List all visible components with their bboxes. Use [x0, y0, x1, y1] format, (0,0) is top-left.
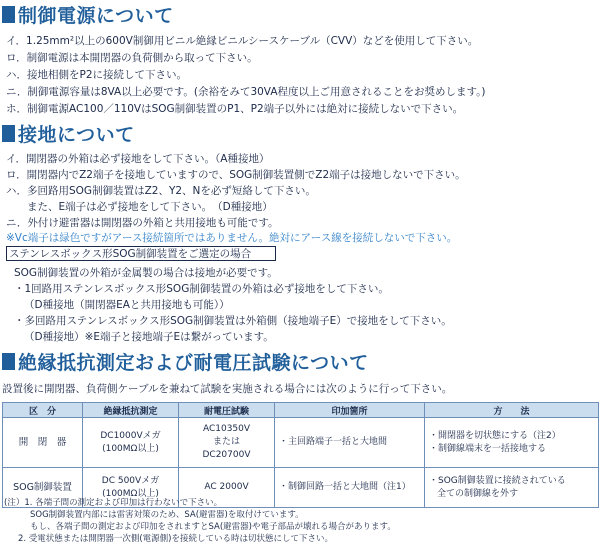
- list-item: ホ．制御電源AC100／110VはSOG制御装置のP1、P2端子以外には絶対に接続しないで下さい。: [6, 103, 464, 115]
- section-heading-control-power: [2, 1, 174, 27]
- column-header: 印加箇所: [275, 403, 425, 418]
- table-cell: AC10350V または DC20700V: [179, 418, 275, 468]
- table-cell: DC 500Vメガ (100MΩ以上): [83, 468, 179, 508]
- list-item: ロ．開閉器内でZ2端子を接地していますので、SOG制御装置側でZ2端子は接地しないで下さい。: [6, 169, 466, 181]
- section-title: 絶縁抵抗測定および耐電圧試験について: [18, 351, 369, 374]
- section-title: 接地について: [18, 123, 135, 146]
- section-heading-grounding: [2, 120, 135, 146]
- footnote: (注）1. 各端子間の測定および印加は行わないで下さい。: [4, 498, 223, 508]
- table-header-row: [3, 403, 599, 418]
- list-item: ・1回路用ステンレスボックス形SOG制御装置の外箱は必ず接地をして下さい。: [14, 283, 389, 295]
- list-item: ロ．制御電源は本開閉器の負荷側から取って下さい。: [6, 52, 258, 64]
- footnote: SOG制御装置内部には雷害対策のため、SA(避雷器)を取付けています。: [30, 510, 304, 520]
- list-item: ・多回路用ステンレスボックス形SOG制御装置は外箱側（接地端子E）で接地をして下さい。: [14, 315, 452, 327]
- list-item: SOG制御装置の外箱が金属製の場合は接地が必要です。: [14, 267, 278, 279]
- heading-square-icon: [2, 353, 15, 370]
- table-row: [3, 418, 599, 468]
- section-heading-insulation-test: [2, 348, 369, 374]
- warning-text: ※Vc端子は緑色ですがアース接続箇所ではありません。絶対にアース線を接続しないで下さい。: [6, 232, 458, 244]
- table-cell: 開 閉 器: [3, 418, 83, 468]
- table-cell: ・主回路端子一括と大地間: [275, 418, 425, 468]
- list-item: ニ．外付け避雷器は開閉器の外箱と共用接地も可能です。: [6, 217, 279, 229]
- footnote: 2. 受電状態または開閉器一次側(電源側)を接続している時は切状態にして下さい。: [18, 534, 333, 544]
- list-item: ニ．制御電源容量は8VA以上必要です。(余裕をみて30VA程度以上ご用意されることをお奨めします。): [6, 86, 486, 98]
- table-cell: AC 2000V: [179, 468, 275, 508]
- column-header: 絶縁抵抗測定: [83, 403, 179, 418]
- column-header: 耐電圧試験: [179, 403, 275, 418]
- list-item: （D種接地（開閉器EAと共用接地も可能））: [24, 299, 230, 311]
- table-cell: ・SOG制御装置に接続されている 全ての制御線を外す: [425, 468, 599, 508]
- table-cell: DC1000Vメガ (100MΩ以上): [83, 418, 179, 468]
- list-item: イ．1.25mm²以上の600V制御用ビニル絶縁ビニルシースケーブル（CVV）などを使用して下さい。: [6, 35, 479, 47]
- list-item: イ．開閉器の外箱は必ず接地をして下さい。（A種接地）: [6, 153, 270, 165]
- column-header: 方 法: [425, 403, 599, 418]
- table-cell: SOG制御装置: [3, 468, 83, 508]
- list-item: ハ．接地相側をP2に接続して下さい。: [6, 69, 188, 81]
- section-title: 制御電源について: [18, 4, 174, 27]
- intro-text: 設置後に開閉器、負荷側ケーブルを兼ねて試験を実施される場合には次のように行って下さい。: [2, 383, 453, 395]
- list-item: また、E端子は必ず接地をして下さい。 （D種接地）: [6, 201, 273, 213]
- column-header: 区 分: [3, 403, 83, 418]
- boxed-subheading: ステンレスボックス形SOG制御装置をご選定の場合: [6, 246, 276, 261]
- heading-square-icon: [2, 125, 15, 142]
- table-cell: ・制御回路一括と大地間（注1）: [275, 468, 425, 508]
- table-cell: ・開閉器を切状態にする（注2） ・制御線端末を一括接地する: [425, 418, 599, 468]
- list-item: （D種接地）※E端子と接地端子Eは繋がっています。: [24, 331, 274, 343]
- footnote: もし、各端子間の測定および印加をされますとSA(避雷器)や電子部品が壊れる場合があります。: [30, 522, 396, 532]
- test-table: [2, 402, 599, 508]
- list-item: ハ．多回路用SOG制御装置はZ2、Y2、Nを必ず短絡して下さい。: [6, 185, 316, 197]
- heading-square-icon: [2, 6, 15, 23]
